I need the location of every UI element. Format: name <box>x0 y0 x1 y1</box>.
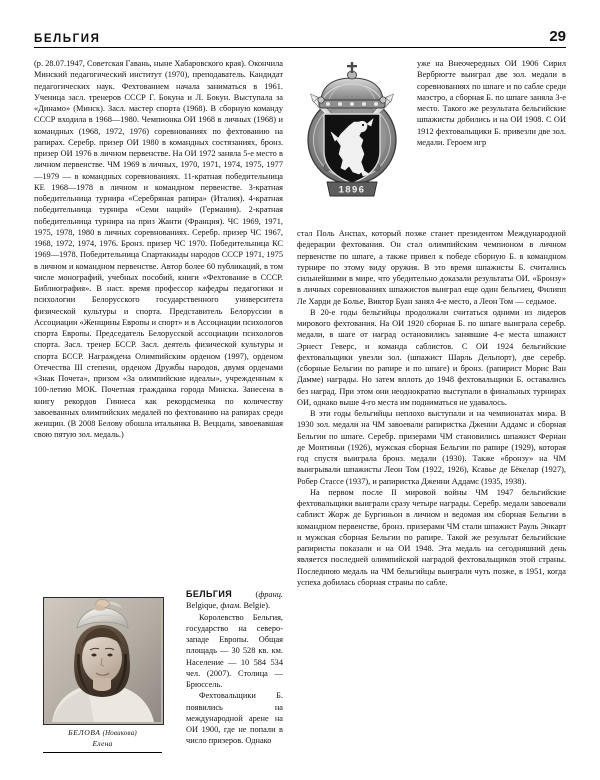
right-narrow-column-text <box>417 58 566 148</box>
photo-block <box>43 597 162 753</box>
entry-lang-french: франц. <box>258 590 283 599</box>
year-banner <box>327 182 377 196</box>
banner-year: 1896 <box>338 184 366 196</box>
federation-emblem <box>297 56 407 224</box>
crown-icon <box>318 62 386 108</box>
paragraph: уже на Внеочередных ОИ 1906 Сирил Вербрюгте выиграл две зол. медали в соревнованиях по шпаге и по сабле среди маэстро, а сборная Б. по шпаге заняла 3-е место. Такого же результата бельгийские шпажисты добились и на ОИ 1908. С ОИ 1912 фехтовальщики Б. привезли две зол. медали. Героем игр <box>417 59 566 147</box>
paragraph: (р. 28.07.1947, Советская Гавань, ныне Хабаровского края). Окончила Минский педагогический институт (1970), преподаватель. Кандидат педагогических наук. Фехтованием начала заниматься в 1961. Ученица засл. тренеров СССР Г. Бокуна и Л. Бокун. Выступала за «Динамо» (Минск). Засл. мастер спорта (1968). В сборную команду СССР входила в 1968—1980. Чемпионка ОИ 1968 в личных (1968) и командных (1968, 1972, 1976) соревнованиях по фехтованию на рапирах. Серебр. призер ОИ 1980 в командных состязаниях, бронз. призер ОИ 1976 в личном первенстве. На ОИ 1972 заняла 5-е место в личном первенстве. ЧМ 1969 в личных, 1970, 1971, 1974, 1975, 1977—1979 — в командных соревнованиях. 11-кратная победительница КЕ 1968—1978 в личном и командном первенстве. 3-кратная победительница турнира «Серебряная рапира» (Италия). 4-кратная победительница турнира «Семи наций» (Германия). 2-кратная победительница турнира на приз Жанти (Франция). ЧС 1969, 1971, 1975, 1978, 1980 в личных соревнованиях. Серебр. призер ЧС 1967, 1968, 1972, 1974, 1976. Бронз. призер ЧС 1970. Победительница КС 1969—1978. Победительница Спартакиады народов СССР 1971, 1975 в личном и командном первенстве. Автор более 60 публикаций, в том числе монографий, учебных пособий, книги «Фехтование в СССР. Библиография». В наст. время профессор кафедры педагогики и психологии Белорусского государственного университета физической культуры и спорта. Представитель Белоруссии в Ассоциации «Женщины Европы и спорт» и в Ассоциации психологов спорта Европы. Председатель Белорусской ассоциации психологов спорта. Засл. тренер БССР. Засл. деятель физической культуры и спорта БССР. Награждена Олимпийским орденом (1997), орденом Отечества III степени, орденом Дружбы народов, двумя орденами «Знак Почета», призом «За олимпийские идеалы», учрежденным к 100-летию МОК. Почетная гражданка города Минска. Занесена в книгу рекордов Гиннеса как рекордсменка по количеству завоеванных олимпийских медалей по фехтованию на рапирах среди женщин. (В 2008 Белову обошла итальянка В. Веццали, завоевавшая свою пятую зол. медаль.) <box>34 59 283 440</box>
entry-name-french: Belgique, <box>186 601 219 611</box>
entry-geography: Королевство Бельгия, государство на северо-западе Европы. Общая площадь — 30 528 кв. км. Население — 10 584 534 чел. (2007). Столица — Брюссель. <box>186 612 283 689</box>
entry-headword: БЕЛЬГИЯ <box>186 589 233 599</box>
paragraph: В 20-е годы бельгийцы продолжали считаться одними из лидеров мирового фехтования. На ОИ 1920 сборная Б. по шпаге выиграла серебр. медали, в шаге от наград остановились занявшие 4-е места шпажист Эрнест Геверс, и команда саблистов. С ОИ 1924 бельгийские фехтовальщики увезли зол. (шпажист Шарль Дельпорт), две серебр. (сборные Бельгии по рапире и по шпаге) и бронз. (рапирист Морис Ван Дамме) награды. Но затем вплоть до 1948 фехтовальщики Б. оставались без наград. При этом они неоднократно выступали в финальных турнирах ОИ, однако выше 4-го места им подниматься не удавалось. <box>297 307 566 407</box>
portrait-photo <box>44 598 161 722</box>
page-number: 29 <box>549 28 566 45</box>
page-title: БЕЛЬГИЯ <box>34 33 101 45</box>
photo-frame <box>43 597 164 725</box>
photo-caption <box>43 728 162 748</box>
entry-paren-open: ( <box>239 590 259 599</box>
belgian-fencing-emblem-svg <box>297 56 407 224</box>
caption-firstname: Елена <box>92 738 113 748</box>
entry-fencing-history: Фехтовальщики Б. появились на международной арене на ОИ 1900, где не попали в число призеров. Однако <box>186 691 283 746</box>
caption-alt-surname: (Новикова) <box>102 730 137 737</box>
shield-with-lion <box>324 114 380 183</box>
entry-headline <box>186 589 283 612</box>
running-head <box>34 28 566 48</box>
wide-column-text <box>297 228 566 588</box>
caption-surname: БЕЛОВА <box>68 728 101 737</box>
paragraph: В эти годы бельгийцы неплохо выступали и на чемпионатах мира. В 1930 зол. медали на ЧМ завоевали рапиристка Дженни Аддамс и сборная Бельгии по шпаге. Серебр. призерами ЧМ становились шпажист Фернан де Монтиньи (1926), мужская сборная Бельгии по рапире (1929), которая год спустя выиграла бронз. медали (1930). Также «бронзу» на ЧМ выигрывали шпажисты Леон Том (1922, 1926), Ксавье де Бёкелар (1927), Робер Стассе (1937), и рапиристка Дженни Аддамс (1935, 1938). <box>297 409 566 486</box>
paragraph: стал Поль Анспах, который позже станет президентом Международной федерации фехтования. Он стал олимпийским чемпионом в личном первенстве по шпаге, а также привел к победе сборную Б. в командном турнире по этому виду оружия. В это время шпажисты Б. считались сильнейшими в мире, что убедительно доказали результаты ОИ. «Бронзу» в личных соревнованиях шпажистов выиграл еще один бельгиец, Филипп Ле Харди де Болье, Виктор Буан занял 4-е место, а Леон Том — седьмое. <box>297 229 566 306</box>
caption-divider <box>43 752 162 753</box>
entry-lang-flemish: флам. <box>220 601 242 611</box>
dictionary-entry-belgium <box>186 589 283 747</box>
paragraph: На первом после II мировой войны ЧМ 1947 бельгийские фехтовальщики выиграли сразу четыре награды. Серебр. медали завоевали саблист Жорж де Бургиньон в личном и ведомая им сборная Бельгии в командном первенстве, бронз. призерами ЧМ стали шпажист Рауль Энкарт и мужская сборная Бельгии по рапире. Такой же результат бельгийские рапиристы показали и на ОИ 1948. Эта медаль на сегодняшний день является последней олимпийской наградой фехтовальщиков этой страны. Последнюю медаль на ЧМ бельгийцы выиграли чуть позже, в 1951, когда успеха добилась сборная страны по сабле. <box>297 487 566 587</box>
entry-name-flemish: Belgie). <box>243 601 271 611</box>
left-column-text <box>34 58 283 441</box>
